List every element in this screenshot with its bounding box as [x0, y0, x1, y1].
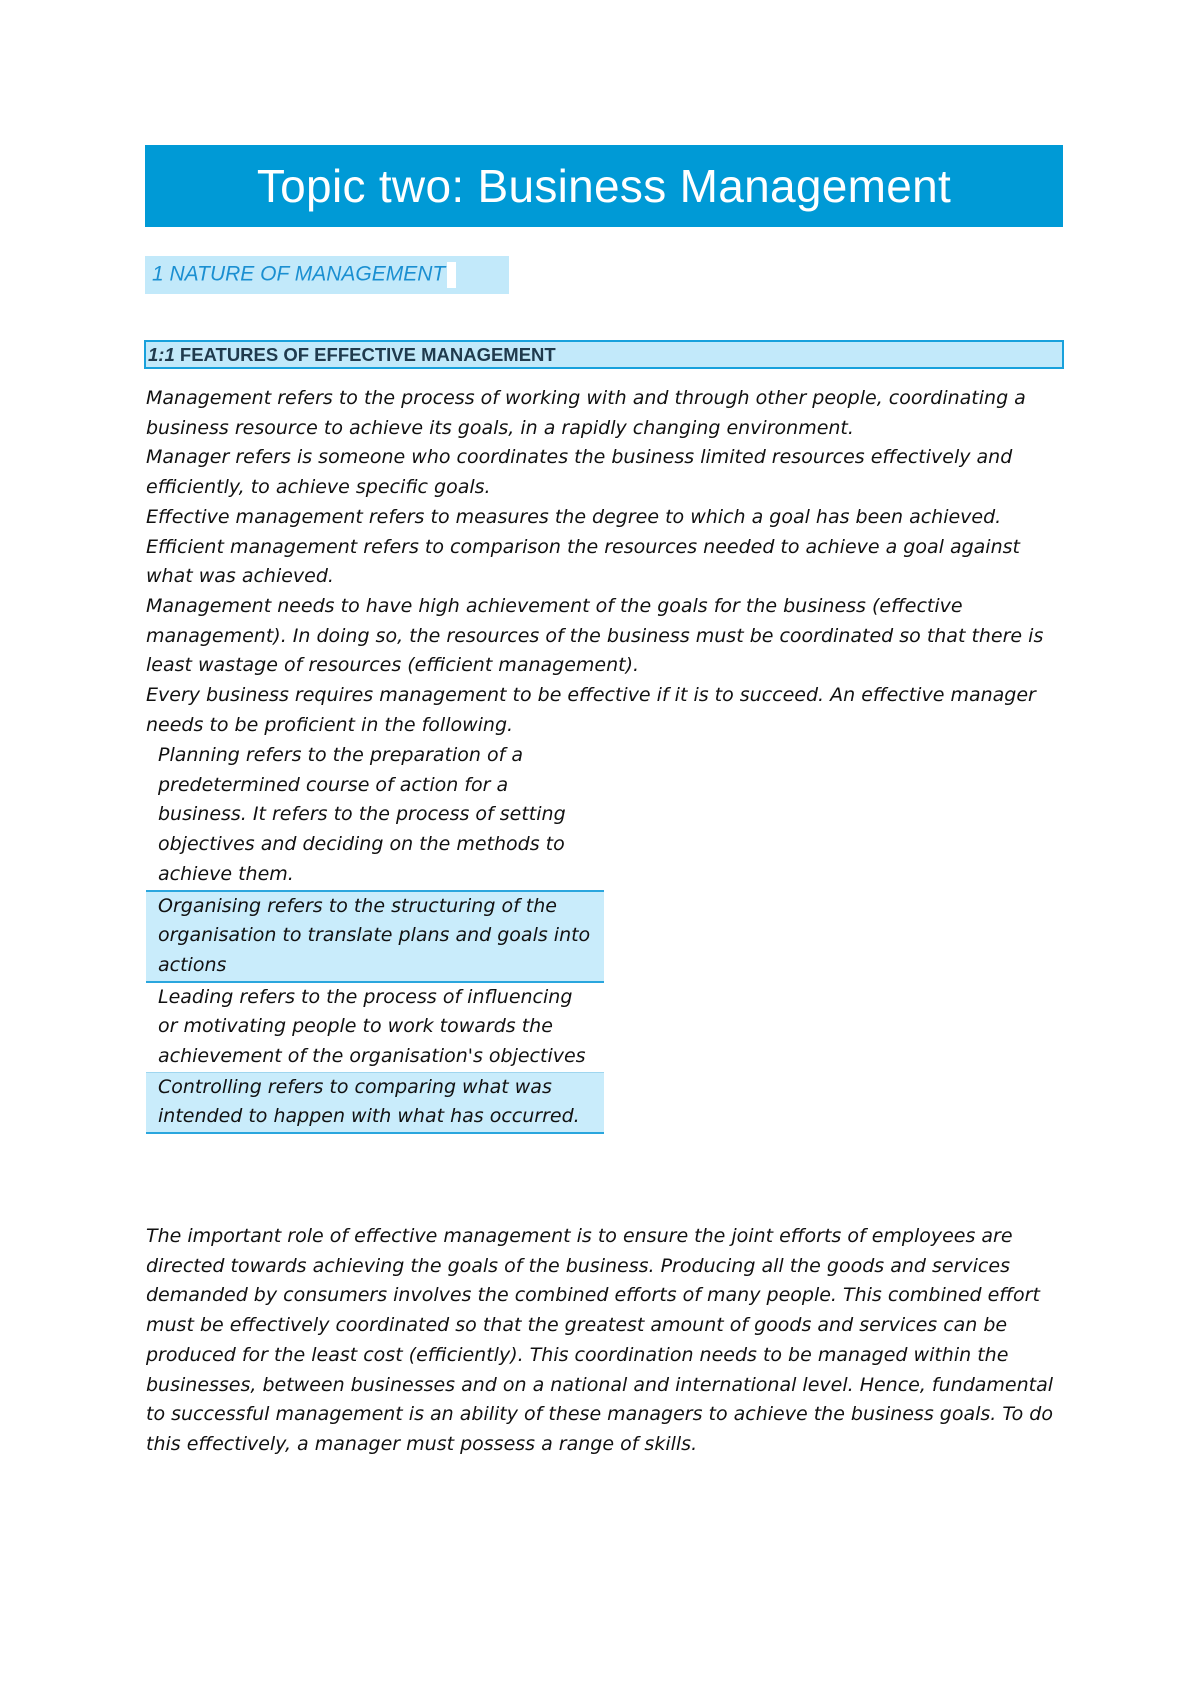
intro-paragraph: Management refers to the process of working with and through other people, coordinating a business resource to achieve its goals, in a rapidly changing environment. — [146, 387, 1026, 439]
subsection-number: 1:1 — [148, 343, 175, 365]
intro-paragraph: Effective management refers to measures the degree to which a goal has been achieved. — [146, 505, 1002, 528]
intro-paragraph: Every business requires management to be effective if it is to succeed. An effective manager needs to be proficient in the following. — [146, 684, 1036, 736]
subsection-title: FEATURES OF EFFECTIVE MANAGEMENT — [179, 343, 556, 365]
intro-text — [146, 384, 1066, 740]
intro-paragraph: Manager refers is someone who coordinates the business limited resources effectively and efficiently, to achieve specific goals. — [146, 446, 1013, 499]
intro-paragraph: Efficient management refers to comparison the resources needed to achieve a goal against what was achieved. — [146, 535, 1020, 588]
function-planning: Planning refers to the preparation of a predetermined course of action for a business. It refers to the process of setting objectives and deciding on the methods to achieve them. — [146, 741, 604, 892]
function-organising: Organising refers to the structuring of the organisation to translate plans and goals into actions — [146, 892, 604, 983]
closing-paragraph: The important role of effective management is to ensure the joint efforts of employees are directed towards achieving the goals of the business. Producing all the goods and services demanded by consumers involves the combined efforts of many people. This combined effort must be effectively coordinated so that the greatest amount of goods and services can be produced for the least cost (efficiently). This coordination needs to be managed within the businesses, between businesses and on a national and international level. Hence, fundamental to successful management is an ability of these managers to achieve the business goals. To do this effectively, a manager must possess a range of skills. — [146, 1225, 1054, 1455]
section-heading-label: 1 NATURE OF MANAGEMENT — [152, 262, 446, 286]
subsection-heading — [144, 340, 1064, 369]
closing-text — [146, 1222, 1076, 1460]
management-functions-table — [146, 741, 604, 1134]
intro-paragraph: Management needs to have high achievement of the goals for the business (effective management). In doing so, the resources of the business must be coordinated so that there is least wastage of resources (efficient management). — [146, 594, 1044, 677]
section-heading — [145, 256, 509, 294]
section-heading-text — [152, 262, 456, 288]
function-controlling: Controlling refers to comparing what was intended to happen with what has occurred. — [146, 1073, 604, 1134]
title-banner — [145, 145, 1063, 227]
page-title: Topic two: Business Management — [256, 160, 952, 212]
text-cursor — [447, 262, 456, 288]
function-leading: Leading refers to the process of influencing or motivating people to work towards the achievement of the organisation's objectives — [146, 983, 604, 1073]
subsection-heading-text — [148, 344, 556, 366]
